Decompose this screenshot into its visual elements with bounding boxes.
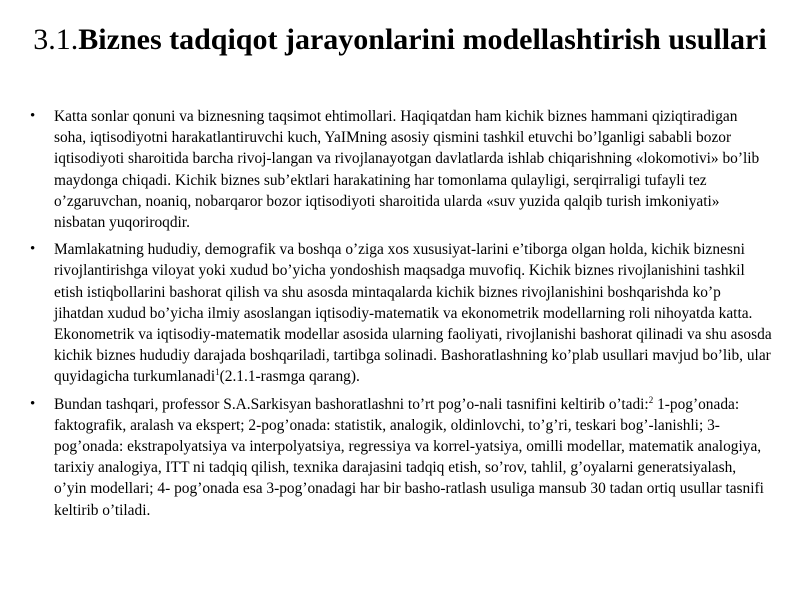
bullet-text-3: Bundan tashqari, professor S.A.Sarkisyan bashoratlashni to’rt pog’o-nali tasnifini keltirib o’tadi:	[54, 395, 649, 413]
slide-title	[20, 22, 780, 58]
bullet-item-2	[30, 239, 772, 387]
bullet-text-1: Katta sonlar qonuni va biznesning taqsimot ehtimollari. Haqiqatdan ham kichik biznes hammani qiziqtiradigan soha, iqtisodiyotni harakatlantiruvchi kuch, YaIMning asosiy qismini tashkil etuvchi bo’lganligi sababli bozor iqtisodiyoti sharoitida barcha rivoj-langan va rivojlanayotgan davlatlarda ishlab chiqarishning «lokomotivi» bo’lib maydonga chiqadi. Kichik biznes sub’ektlari harakatining har tomonlama qulayligi, serqirraligi tufayli tez o’zgaruvchan, noaniq, nobarqaror bozor iqtisodiyoti sharoitida ularda «suv yuzida qalqib turish imkoniyati» nisbatan yuqoriroqdir.	[54, 108, 760, 232]
title-number: 3.1.	[33, 23, 79, 56]
title-text: Biznes tadqiqot jarayonlarini modellashtirish usullari	[78, 23, 767, 56]
bullet-item-3	[30, 394, 772, 521]
footnote-ref-1: 1	[215, 367, 220, 378]
bullet-list	[30, 106, 772, 527]
bullet-text-2-end: (2.1.1-rasmga qarang).	[219, 368, 360, 386]
bullet-dot-icon: •	[30, 108, 36, 124]
bullet-dot-icon: •	[30, 241, 36, 258]
bullet-dot-icon: •	[30, 395, 36, 412]
footnote-ref-2: 2	[648, 394, 654, 405]
bullet-item-1	[30, 106, 772, 233]
bullet-text-2: Mamlakatning hududiy, demografik va boshqa o’ziga xos xususiyat-larini e’tiborga olgan holda, kichik biznesni rivojlantirishga viloyat yoki xudud bo’yicha yondoshish maqsadga muvofiq. Kichik biznes rivojlanishini tashkil etish istiqbollarini bashorat qilish va shu asosda mintaqalarda kichik biznes rivojlanishini boshqarishda ko’p jihatdan xudud bo’yicha ilmiy asoslangan iqtisodiy-matematik va ekonometrik modellarning roli nihoyatda katta. Ekonometrik va iqtisodiy-matematik modellar asosida ularning faoliyati, rivojlanishi bashorat qilinadi va shu asosda kichik biznes hududiy darajada boshqariladi, tartibga solinadi. Bashoratlashning ko’plab usullari mavjud bo’lib, ular quyidagicha turkumlanadi	[54, 241, 772, 386]
bullet-text-3-end: 1-pog’onada: faktografik, aralash va ekspert; 2-pog’onada: statistik, analogik, oldinlovchi, to’g’ri, teskari bog’-lanishli; 3-pog’onada: ekstrapolyatsiya va interpolyatsiya, regressiya va korrel-yatsiya, omilli modellar, matematik analogiya, tarixiy analogiya, ITT ni tadqiq qilish, texnika darajasini tadqiq etish, so’rov, tahlil, g’oyalarni generatsiyalash, o’yin modellari; 4- pog’onada esa 3-pog’onadagi har bir basho-ratlash usuliga mansub 30 tadan ortiq usullar tasnifi keltirib o’tiladi.	[54, 395, 764, 519]
